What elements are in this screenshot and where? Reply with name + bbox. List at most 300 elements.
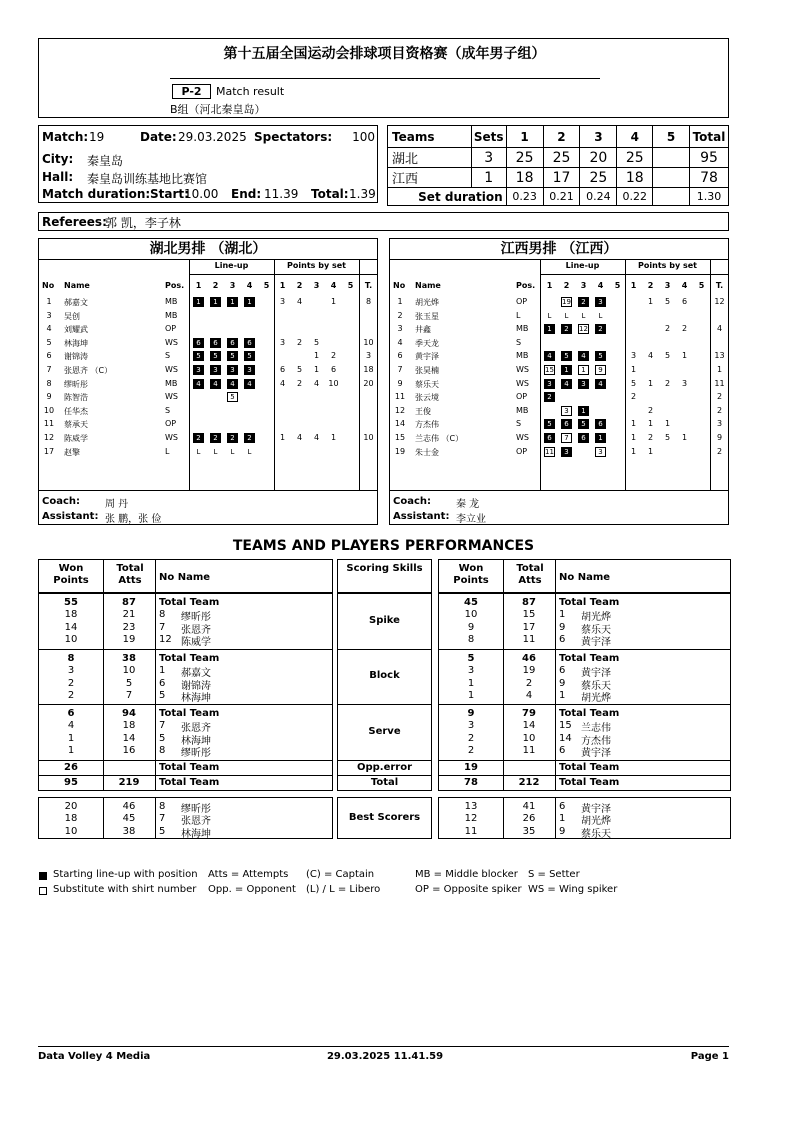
lineup-cell: 5 [193,351,204,361]
player-total-atts: 5 [125,677,133,689]
lineup-cell: 2 [578,297,589,307]
legend-atts: Atts = Attempts [208,869,289,880]
player-won-points: 14 [64,621,78,633]
col-no: No [42,281,55,290]
player-position: WS [165,337,178,347]
set-points: 4 [313,433,320,442]
divider [503,761,504,775]
player-position: OP [516,446,528,456]
player-row [390,351,728,364]
set-points: 4 [296,433,303,442]
lineup-cell [261,311,272,321]
player-shirt-number: 5 [159,732,166,744]
lineup-cell: 5 [544,419,555,429]
player-shirt-number: 14 [559,732,572,744]
total-label: Total [370,777,399,788]
player-position: OP [516,297,528,306]
total-row-left [38,775,333,791]
set-points: 1 [279,433,286,442]
player-total-atts: 10 [122,665,136,677]
set-points: 1 [681,351,688,361]
score-table [387,125,729,206]
lineup-cell: 4 [193,379,204,389]
score-set5 [653,148,690,168]
spectators-value: 100 [352,130,375,144]
total-total-atts: 219 [118,777,140,788]
divider [555,560,556,592]
score-header-set1: 1 [506,126,543,148]
player-total: 18 [363,365,374,374]
lineup-cell [561,392,572,402]
set-points: 1 [647,297,654,306]
team-won-points: 55 [64,597,78,608]
player-position: MB [516,351,529,361]
won-points-header: Won Points [53,563,89,586]
legend-op: OP = Opposite spiker [415,884,522,895]
score-set3: 20 [580,148,617,168]
lineup-cell [227,419,238,429]
player-name: 张云境 [415,393,439,403]
score-set2: 17 [543,168,580,188]
lineup-cell: 5 [595,351,606,361]
doc-code: P-2 [172,84,211,99]
lineup-cell [261,419,272,429]
player-total-atts: 45 [122,813,136,825]
lineup-cell [261,433,272,443]
player-row [39,365,377,378]
pbs-set-col: 3 [664,281,671,290]
set-points: 1 [630,433,637,442]
set-points: 1 [647,378,654,388]
score-header-set4: 4 [617,126,653,148]
lineup-cell: 4 [561,379,572,389]
lineup-cell: 15 [545,366,554,374]
player-position: OP [165,419,177,429]
player-number: 1 [397,297,403,306]
divider [555,776,556,790]
team-label: Total Team [559,597,620,608]
lineup-cell: 4 [544,351,555,361]
player-shirt-number: 7 [159,720,166,732]
set-points: 3 [279,337,286,347]
set-points: 6 [330,365,337,374]
player-total-atts: 15 [522,609,536,621]
player-total-atts: 10 [522,732,536,744]
lineup-cell [578,392,589,402]
set-points: 10 [328,378,339,388]
lineup-cell: 1 [595,433,606,443]
player-name: 缪昕彤 [181,612,211,624]
player-number: 2 [397,310,403,320]
player-won-points: 10 [64,633,78,645]
player-position: S [516,419,522,429]
lineup-cell [261,365,272,375]
player-shirt-number: 8 [159,744,166,756]
lineup-cell [210,311,221,321]
legend-mb: MB = Middle blocker [415,869,518,880]
player-number: 3 [46,310,52,320]
set-duration: 0.24 [580,188,617,206]
set-points: 1 [313,365,320,374]
player-number: 14 [394,419,406,429]
won-points-header: Won Points [453,563,489,586]
skill-cell [337,649,432,705]
header-rule [170,78,600,79]
lineup-cell: 2 [544,392,555,402]
lineup-cell [612,311,623,321]
player-position: L [165,446,170,456]
substitute-marker [39,887,47,895]
lineup-set-col: 2 [212,281,219,290]
total-atts-header: Total Atts [516,563,544,586]
match-label: Match: [42,130,89,144]
player-position: OP [165,324,177,334]
player-total-atts: 7 [125,689,133,701]
divider [155,594,156,649]
lineup-cell [193,324,204,334]
perf-block-left [38,704,333,761]
lineup-cell: 11 [545,447,554,456]
opp_error-row-right [438,760,731,776]
player-total: 2 [716,392,723,402]
player-shirt-number: 8 [159,801,166,812]
legend-opp: Opp. = Opponent [208,884,296,895]
lineup-cell: 1 [193,297,204,307]
divider [503,560,504,592]
lineup-cell [544,406,555,416]
lineup-cell [261,406,272,416]
set-points: 4 [296,297,303,306]
footer-page: Page 1 [690,1051,729,1062]
lineup-cell: 2 [244,433,255,443]
team-label: Total Team [559,653,620,664]
lineup-cell: 6 [544,433,555,443]
lineup-cell [561,338,572,348]
lineup-cell: 3 [595,447,606,457]
lineup-cell: 3 [578,379,589,389]
set-points: 2 [296,378,303,388]
team-total-atts: 46 [522,653,536,664]
divider [39,259,377,260]
player-won-points: 10 [64,825,78,837]
lineup-cell [193,406,204,416]
lineup-cell: 1 [578,365,589,375]
player-total: 13 [714,351,725,361]
pbs-set-col: 1 [630,281,637,290]
pbs-set-col: 5 [698,281,705,290]
lineup-set-col: 4 [597,281,604,290]
player-row [39,324,377,337]
total-label: Total: [311,187,349,201]
player-name: 胡光烨 [581,692,611,704]
assistant-label: Assistant: [393,511,450,522]
player-total-atts: 21 [122,609,136,621]
points-by-set-header: Points by set [287,261,346,270]
lineup-cell [612,433,623,443]
match-number: 19 [89,130,105,144]
set-points: 2 [664,378,671,388]
player-number: 4 [397,337,403,347]
team-title: 江西男排 （江西） [500,241,618,257]
total-team-label: Total Team [159,777,220,788]
player-name: 赵擎 [64,447,80,457]
player-total-atts: 26 [522,813,536,825]
player-name: 任华杰 [64,406,88,416]
player-won-points: 20 [64,801,78,812]
lineup-cell: 6 [244,338,255,348]
player-name: 方杰伟 [415,420,439,430]
player-won-points: 3 [467,665,475,677]
player-won-points: 11 [464,825,478,837]
player-total: 11 [714,378,725,388]
lineup-cell: 4 [210,379,221,389]
player-won-points: 9 [467,621,475,633]
lineup-cell: 9 [595,365,606,375]
lineup-cell: 5 [244,351,255,361]
player-won-points: 18 [64,813,78,825]
city-label: City: [42,152,74,166]
player-total-atts: 14 [522,720,536,732]
player-total-atts: 18 [122,720,136,732]
total-total-atts: 212 [518,777,540,788]
duration-label: Match duration: [42,187,151,201]
set-duration-label: Set duration [388,188,507,206]
perf-header-right [438,559,731,593]
legend-ws: WS = Wing spiker [528,884,618,895]
legend-s: S = Setter [528,869,580,880]
divider [390,259,728,260]
set-duration: 0.21 [543,188,580,206]
lineup-cell [193,419,204,429]
player-shirt-number: 12 [159,633,172,645]
set-duration [653,188,690,206]
player-shirt-number: 6 [559,801,566,812]
player-won-points: 1 [67,732,75,744]
divider [555,594,556,649]
player-row [390,433,728,446]
player-shirt-number: 7 [159,621,166,633]
lineup-cell: 7 [561,433,572,443]
player-number: 12 [43,433,55,442]
player-total: 3 [716,419,723,429]
performance-title: TEAMS AND PLAYERS PERFORMANCES [232,538,535,554]
player-row [390,447,728,460]
player-number: 6 [397,351,403,361]
total-row-right [438,775,731,791]
player-total-atts: 41 [522,801,536,812]
lineup-cell: L [247,447,252,456]
lineup-cell [261,297,272,307]
no-name-header: No Name [559,572,611,583]
lineup-cell: 19 [562,298,571,306]
set-points: 4 [647,351,654,361]
player-position: S [516,337,522,347]
lineup-set-col: 2 [563,281,570,290]
player-name: 蔡乐天 [415,379,439,389]
player-position: S [165,351,171,361]
player-name: 林海坤 [181,828,211,840]
lineup-cell [244,419,255,429]
start-label: Start: [150,187,189,201]
score-header-sets: Sets [471,126,506,148]
set-points: 6 [681,297,688,306]
player-name: 蔡乐天 [581,680,611,692]
player-won-points: 2 [67,677,75,689]
team-won-points: 6 [67,708,75,719]
lineup-cell: 5 [561,351,572,361]
score-header-set3: 3 [580,126,617,148]
set-points: 2 [681,324,688,334]
player-total: 12 [714,297,725,306]
lineup-cell: 1 [227,297,238,307]
score-header-total: Total [689,126,728,148]
score-set1: 25 [506,148,543,168]
lineup-cell: L [196,447,201,456]
lineup-set-col: 3 [580,281,587,290]
lineup-cell: 2 [210,433,221,443]
player-position: MB [516,324,529,334]
set-points: 2 [647,405,654,415]
lineup-cell [227,324,238,334]
player-name: 陈威学 [64,434,88,443]
set-points: 2 [647,433,654,442]
scoring-skills-header: Scoring Skills [346,563,423,574]
score-set5 [653,168,690,188]
player-name: 缪昕彤 [64,379,88,389]
set-duration: 0.23 [506,188,543,206]
score-team: 江西 [388,168,472,188]
set-points: 4 [279,378,286,388]
score-total: 78 [689,168,728,188]
team-won-points: 5 [467,653,475,664]
end-value: 11.39 [264,187,299,201]
divider [555,705,556,760]
total-atts-header: Total Atts [116,563,144,586]
player-name: 郝嘉文 [64,298,88,307]
lineup-set-col: 5 [263,281,270,290]
lineup-cell [595,338,606,348]
player-position: WS [165,392,178,402]
set-points: 1 [630,419,637,429]
player-name: 兰志伟 [581,723,611,735]
player-shirt-number: 6 [559,665,566,677]
player-name: 胡光烨 [415,298,439,307]
player-name: 兰志伟 （C） [415,434,464,443]
player-name: 张恩齐 [181,723,211,735]
player-position: S [165,405,171,415]
player-position: MB [165,378,178,388]
player-name: 王俊 [415,406,431,416]
team-total-atts: 38 [122,653,136,664]
player-row [390,324,728,337]
player-name: 黄宇泽 [581,636,611,648]
player-total: 3 [365,351,372,361]
team-label: Total Team [159,708,220,719]
player-won-points: 1 [467,677,475,689]
divider [103,761,104,775]
player-name: 张玉星 [415,311,439,321]
opp-error-label: Opp.error [356,762,413,773]
team-b-lineup [389,238,729,525]
player-position: WS [516,433,529,442]
player-row [390,392,728,405]
perf-header-skills [337,559,432,593]
lineup-cell [261,447,272,457]
col-no: No [393,281,406,290]
lineup-cell [210,406,221,416]
player-won-points: 1 [467,689,475,701]
player-row [390,419,728,432]
score-header-set2: 2 [543,126,580,148]
lineup-cell: 12 [579,325,588,334]
col-total: T. [364,281,373,290]
lineup-set-col: 1 [195,281,202,290]
score-sets: 1 [471,168,506,188]
legend-starting: Starting line-up with position [53,869,198,880]
player-total-atts: 35 [522,825,536,837]
col-total: T. [715,281,724,290]
perf-block-right [438,593,731,650]
player-name: 林海坤 [181,692,211,704]
pbs-set-col: 3 [313,281,320,290]
pbs-set-col: 4 [681,281,688,290]
set-points: 2 [630,392,637,402]
set-points: 1 [313,351,320,361]
player-shirt-number: 1 [559,609,566,621]
lineup-cell [595,392,606,402]
lineup-cell: 3 [595,297,606,307]
spectators-label: Spectators: [254,130,333,144]
lineup-cell: 1 [244,297,255,307]
player-name: 黄宇泽 [581,747,611,759]
player-position: WS [165,433,178,442]
lineup-cell [244,392,255,402]
player-total-atts: 16 [122,744,136,756]
footer-timestamp: 29.03.2025 11.41.59 [326,1051,444,1062]
lineup-cell: L [547,311,552,320]
lineup-cell: 5 [210,351,221,361]
player-name: 黄宇泽 [581,668,611,680]
footer-rule [38,1046,729,1047]
score-header-row [388,126,729,148]
set-points: 3 [681,378,688,388]
player-number: 17 [43,446,55,456]
team-total-atts: 87 [522,597,536,608]
lineup-cell: 3 [210,365,221,375]
col-name: Name [64,281,90,290]
lineup-cell [578,447,589,457]
skill-name: Spike [369,614,400,626]
team-won-points: 45 [464,597,478,608]
lineup-cell [612,406,623,416]
player-won-points: 13 [464,801,478,812]
divider [540,274,728,275]
coach-name: 周 丹 [105,499,129,510]
lineup-cell [193,392,204,402]
pbs-set-col: 4 [330,281,337,290]
start-value: 10.00 [184,187,219,201]
player-number: 6 [46,351,52,361]
divider [155,560,156,592]
perf-block-left [38,593,333,650]
perf-block-right [438,704,731,761]
player-number: 8 [46,378,52,388]
starting-lineup-marker [39,872,47,880]
team-a-lineup [38,238,378,525]
lineup-cell: 6 [595,419,606,429]
set-points: 2 [296,337,303,347]
divider [103,560,104,592]
